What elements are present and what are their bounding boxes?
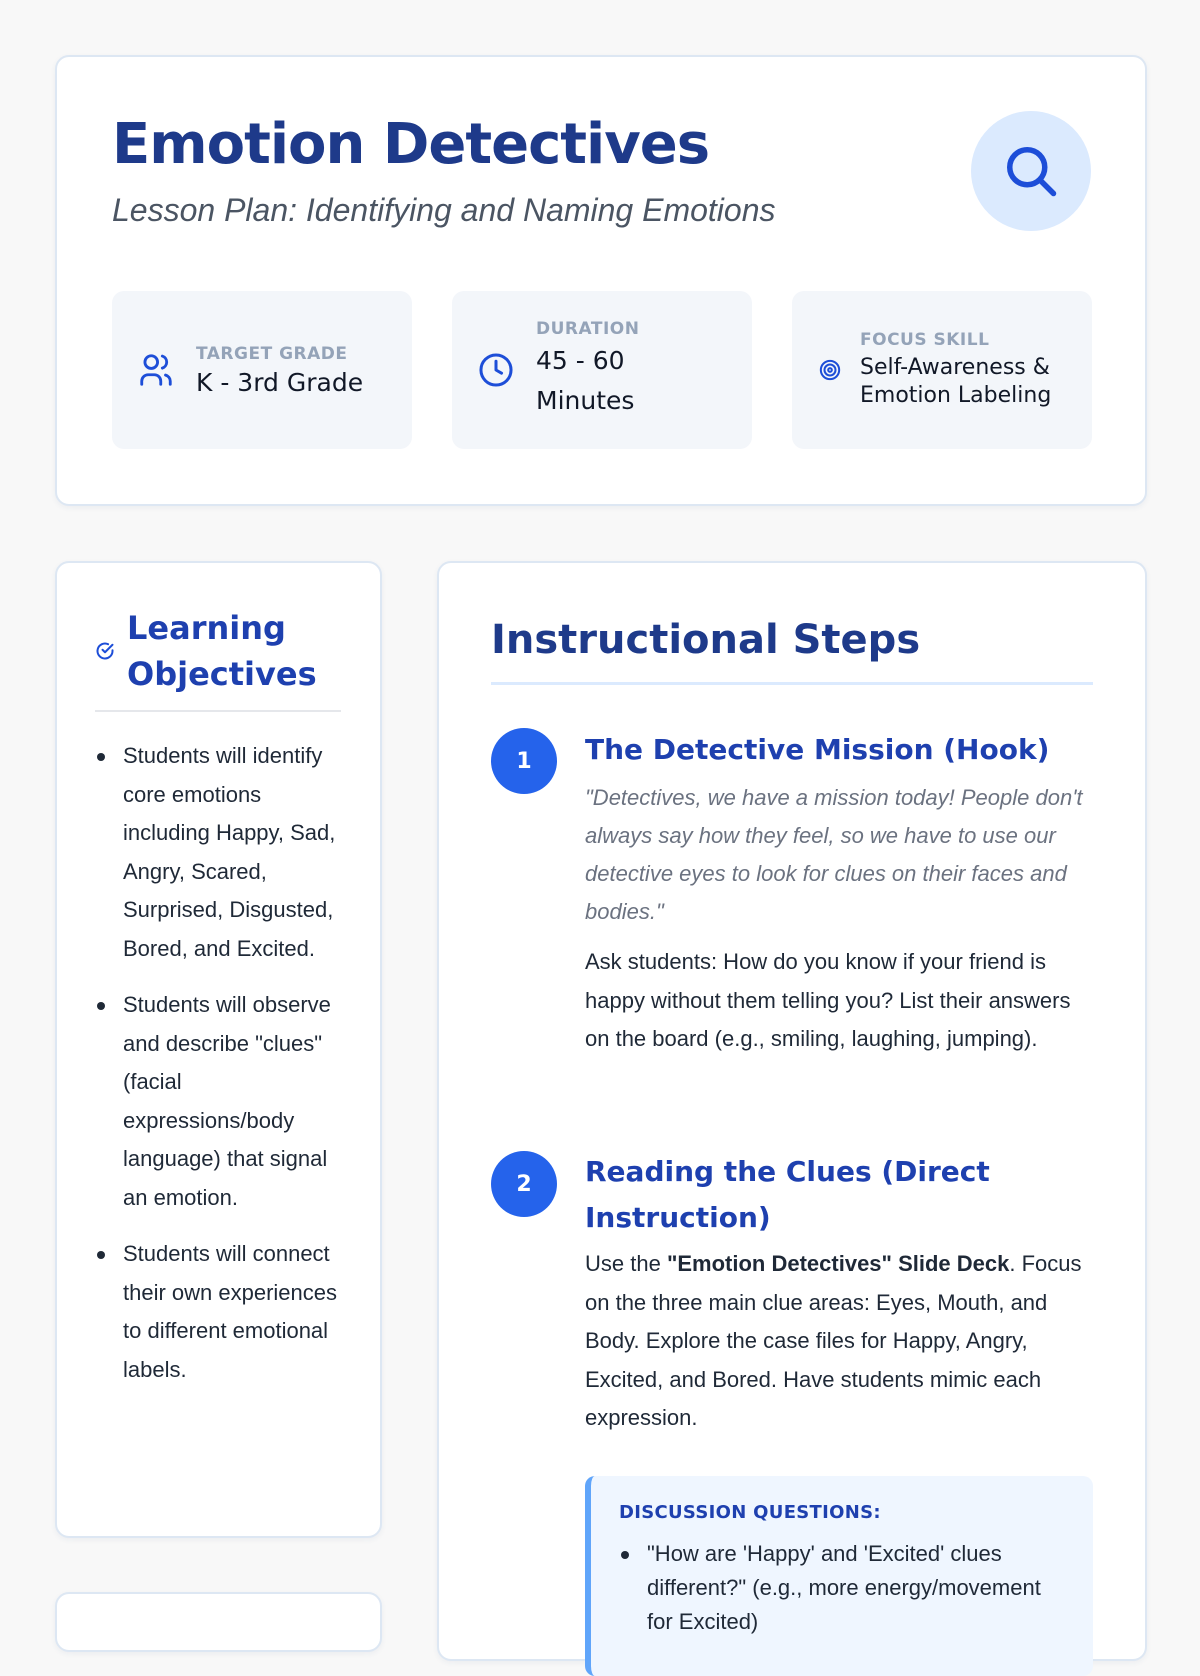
instructional-steps-card xyxy=(437,561,1147,1661)
meta-duration-value-1: 45 - 60 xyxy=(536,346,625,375)
meta-focus-label: FOCUS SKILL xyxy=(860,330,990,350)
meta-duration-label: DURATION xyxy=(536,319,640,339)
objectives-divider xyxy=(95,710,341,712)
step-text xyxy=(585,1245,1093,1438)
objective-item: Students will connect their own experiences to different emotional labels. xyxy=(95,1235,345,1389)
lesson-subtitle: Lesson Plan: Identifying and Naming Emotions xyxy=(112,192,776,228)
step-1 xyxy=(585,727,1093,1059)
step-text: Ask students: How do you know if your friend is happy without them telling you? List their answers on the board (e.g., smiling, laughing, jumping). xyxy=(585,949,1071,1051)
discussion-item: "How are 'Happy' and 'Excited' clues different?" (e.g., more energy/movement for Excited) xyxy=(619,1537,1065,1639)
search-icon xyxy=(1001,141,1061,201)
learning-objectives-card xyxy=(55,561,382,1538)
discussion-list xyxy=(619,1537,1065,1639)
step-quote: "Detectives, we have a mission today! People don't always say how they feel, so we have to use our detective eyes to look for clues on their faces and bodies." xyxy=(585,785,1083,924)
meta-duration xyxy=(452,291,752,449)
check-circle-icon xyxy=(95,641,115,661)
meta-duration-value-2: Minutes xyxy=(536,386,635,415)
objectives-list xyxy=(95,737,345,1407)
search-badge xyxy=(971,111,1091,231)
discussion-questions-box xyxy=(585,1476,1093,1676)
step-text-intro: Use the xyxy=(585,1251,667,1276)
step-2 xyxy=(585,1149,1093,1676)
step-number-badge: 1 xyxy=(491,728,557,794)
objective-item: Students will identify core emotions including Happy, Sad, Angry, Scared, Surprised, Disgusted, Bored, and Excited. xyxy=(95,737,345,968)
discussion-label: DISCUSSION QUESTIONS: xyxy=(619,1501,881,1523)
steps-divider xyxy=(491,682,1093,685)
step-number-badge: 2 xyxy=(491,1151,557,1217)
meta-focus-value-2: Emotion Labeling xyxy=(860,383,1052,408)
meta-focus-value-1: Self-Awareness & xyxy=(860,355,1050,380)
objective-item: Students will observe and describe "clues" (facial expressions/body language) that signal an emotion. xyxy=(95,986,345,1217)
meta-focus-skill xyxy=(792,291,1092,449)
step-title: The Detective Mission (Hook) xyxy=(585,733,1050,766)
step-text-rest: . Focus on the three main clue areas: Eyes, Mouth, and Body. Explore the case files for Happy, Angry, Excited, and Bored. Have students mimic each expression. xyxy=(585,1251,1082,1430)
next-section-card xyxy=(55,1592,382,1652)
meta-target-grade xyxy=(112,291,412,449)
step-title: Reading the Clues (Direct Instruction) xyxy=(585,1155,990,1234)
users-icon xyxy=(137,351,175,389)
lesson-header-card xyxy=(55,55,1147,506)
objectives-header xyxy=(95,605,327,697)
lesson-title: Emotion Detectives xyxy=(112,112,710,177)
meta-grade-value: K - 3rd Grade xyxy=(196,367,364,397)
objectives-title: Learning Objectives xyxy=(127,609,317,693)
steps-title: Instructional Steps xyxy=(491,617,921,663)
slide-deck-reference: "Emotion Detectives" Slide Deck xyxy=(666,1251,1010,1276)
target-icon xyxy=(819,359,841,381)
clock-icon xyxy=(477,351,515,389)
meta-grade-label: TARGET GRADE xyxy=(196,343,348,364)
